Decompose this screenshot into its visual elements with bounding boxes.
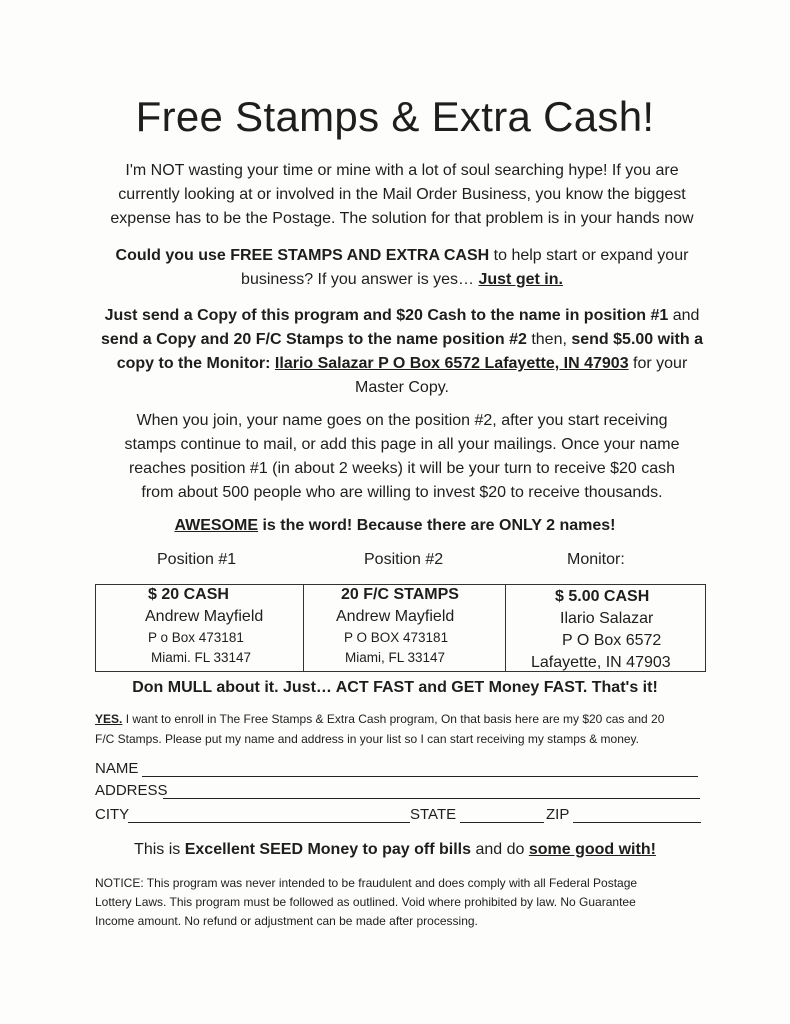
city-field[interactable] xyxy=(128,822,410,823)
position-1-label: Position #1 xyxy=(157,551,237,568)
instructions-line: Master Copy. xyxy=(355,379,449,396)
name-field[interactable] xyxy=(142,776,698,777)
join-paragraph xyxy=(88,409,716,505)
question-bold: Could you use FREE STAMPS AND EXTRA CASH xyxy=(115,247,490,264)
seed-text: This is xyxy=(134,841,185,858)
intro-line: expense has to be the Postage. The solution for that problem is in your hands now xyxy=(110,210,694,227)
instructions-line xyxy=(88,328,716,352)
awesome-headline xyxy=(0,517,790,535)
state-field[interactable] xyxy=(460,822,544,823)
address-label: ADDRESS xyxy=(95,782,168,799)
zip-label: ZIP xyxy=(546,806,570,823)
join-line: stamps continue to mail, or add this page in all your mailings. Once your name xyxy=(124,436,680,453)
just-get-in-text: Just get in. xyxy=(478,271,563,288)
enroll-paragraph xyxy=(95,709,715,749)
position-1-amount: $ 20 CASH xyxy=(148,586,229,603)
position-2-cell xyxy=(303,585,506,671)
instructions-bold: send $5.00 with a xyxy=(571,331,703,348)
address-field[interactable] xyxy=(163,798,700,799)
question-text: to help start or expand your xyxy=(489,247,689,264)
yes-label: YES. xyxy=(95,712,123,726)
monitor-label: Monitor: xyxy=(567,551,625,568)
instructions-paragraph xyxy=(88,304,716,400)
position-1-cell xyxy=(96,585,303,671)
position-2-name: Andrew Mayfield xyxy=(336,608,455,625)
question-line xyxy=(88,268,716,292)
join-line: reaches position #1 (in about 2 weeks) it will be your turn to receive $20 cash xyxy=(128,460,676,477)
instructions-line xyxy=(88,352,716,376)
monitor-address-line: P O Box 6572 xyxy=(562,632,662,649)
notice-line: Income amount. No refund or adjustment can be made after processing. xyxy=(95,914,478,928)
headline-rest: is the word! Because there are ONLY 2 names! xyxy=(258,517,616,534)
zip-field[interactable] xyxy=(573,822,701,823)
city-label: CITY xyxy=(95,806,130,823)
enroll-text: I want to enroll in The Free Stamps & Extra Cash program, On that basis here are my $20 cas and 20 xyxy=(122,712,665,726)
position-2-address: P O BOX 473181 xyxy=(344,630,449,645)
intro-line: currently looking at or involved in the Mail Order Business, you know the biggest xyxy=(118,186,686,203)
name-label: NAME xyxy=(95,760,139,777)
seed-underlined: some good with! xyxy=(528,841,656,858)
notice-paragraph xyxy=(95,874,705,931)
question-text: business? If you answer is yes… xyxy=(241,271,479,288)
position-1-city: Miami. FL 33147 xyxy=(151,650,252,665)
state-label: STATE xyxy=(410,806,457,823)
position-2-label: Position #2 xyxy=(364,551,444,568)
position-1-address: P o Box 473181 xyxy=(148,630,244,645)
position-1-name: Andrew Mayfield xyxy=(145,608,264,625)
instructions-bold: send a Copy and 20 F/C Stamps to the name position #2 xyxy=(101,331,527,348)
monitor-city: Lafayette, IN 47903 xyxy=(531,654,671,671)
monitor-name: Ilario Salazar xyxy=(560,610,654,627)
instructions-text: then, xyxy=(526,331,572,348)
seed-bold: Excellent SEED Money to pay off bills xyxy=(184,841,471,858)
enroll-line xyxy=(95,709,715,729)
positions-table xyxy=(95,584,706,672)
act-fast-text: Don MULL about it. Just… ACT FAST and GET Money FAST. That's it! xyxy=(132,679,658,696)
question-paragraph xyxy=(88,244,716,292)
enroll-line: F/C Stamps. Please put my name and address in your list so I can start receiving my stamps & money. xyxy=(95,732,639,746)
intro-line: I'm NOT wasting your time or mine with a lot of soul searching hype! If you are xyxy=(125,162,679,179)
question-line xyxy=(88,244,716,268)
notice-line: NOTICE: This program was never intended to be fraudulent and does comply with all Federal Postage xyxy=(95,876,638,890)
monitor-cell xyxy=(505,585,706,671)
monitor-amount: $ 5.00 CASH xyxy=(555,588,650,605)
notice-line: Lottery Laws. This program must be followed as outlined. Void where prohibited by law. No Guarantee xyxy=(95,895,636,909)
join-line: from about 500 people who are willing to invest $20 to receive thousands. xyxy=(141,484,663,501)
awesome-word: AWESOME xyxy=(174,517,259,534)
instructions-line xyxy=(88,304,716,328)
monitor-address: Ilario Salazar P O Box 6572 Lafayette, IN 47903 xyxy=(274,355,629,372)
seed-text: and do xyxy=(471,841,529,858)
instructions-bold: copy to the Monitor: xyxy=(116,355,275,372)
instructions-text: and xyxy=(668,307,700,324)
intro-paragraph xyxy=(88,159,716,231)
position-2-amount: 20 F/C STAMPS xyxy=(341,586,459,603)
join-line: When you join, your name goes on the position #2, after you start receiving xyxy=(136,412,668,429)
instructions-bold: Just send a Copy of this program and $20 Cash to the name in position #1 xyxy=(104,307,669,324)
instructions-text: for your xyxy=(628,355,688,372)
position-2-city: Miami, FL 33147 xyxy=(345,650,446,665)
seed-money-text xyxy=(0,841,790,859)
page-title: Free Stamps & Extra Cash! xyxy=(135,93,655,140)
